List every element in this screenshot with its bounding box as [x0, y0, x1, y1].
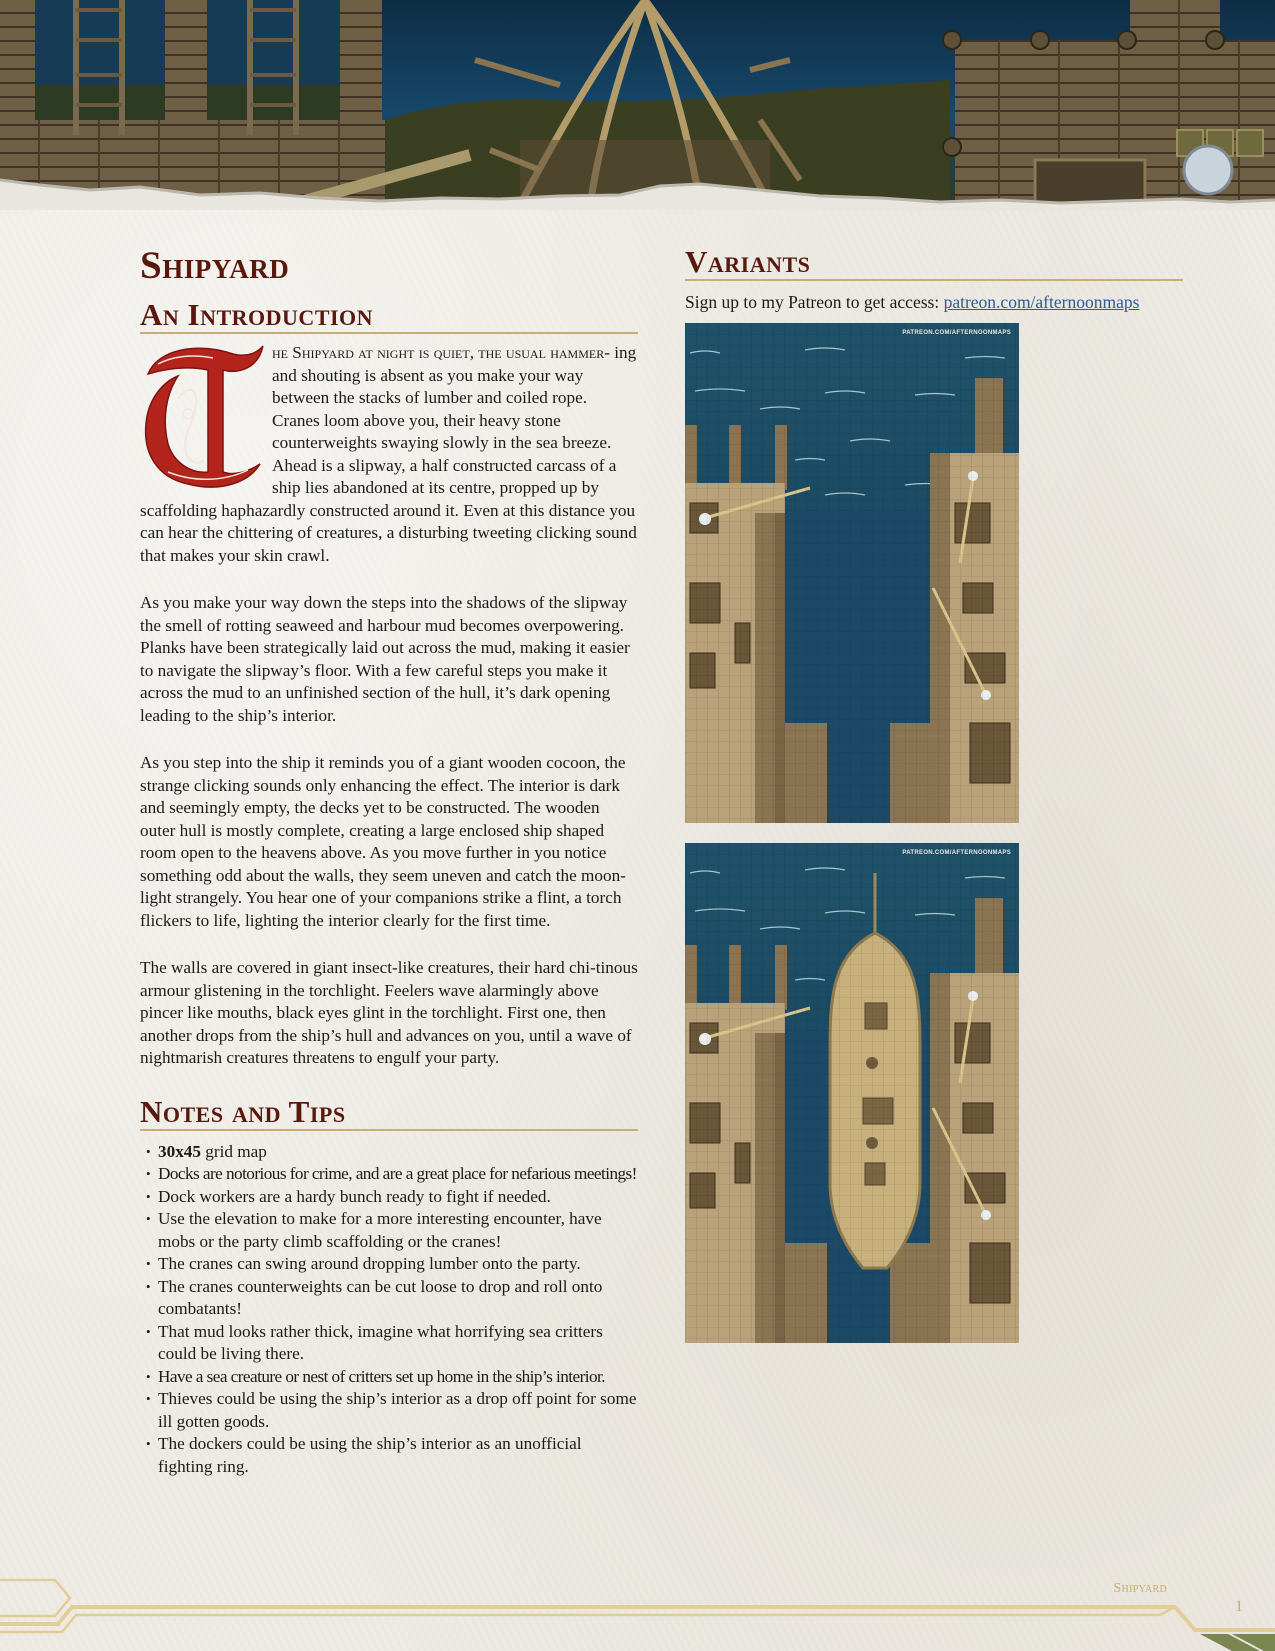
- list-item: • Docks are notorious for crime, and are a great place for nefarious meetings!: [148, 1163, 638, 1186]
- list-item: • That mud looks rather thick, imagine what horrifying sea critters could be living there.: [148, 1321, 638, 1366]
- map-watermark: PATREON.COM/AFTERNOONMAPS: [902, 330, 1011, 336]
- notes-heading: Notes and Tips: [140, 1093, 346, 1129]
- notes-list: [140, 1141, 638, 1479]
- list-item: • Dock workers are a hardy bunch ready to fight if needed.: [148, 1186, 638, 1209]
- header-banner-illustration: [0, 0, 1275, 210]
- patreon-signup-text: Sign up to my Patreon to get access: patreon.com/afternoonmaps: [685, 292, 1140, 312]
- introduction-section: [140, 299, 638, 334]
- list-item: • Use the elevation to make for a more interesting encounter, have mobs or the party climb scaffolding or the cranes!: [148, 1208, 638, 1253]
- list-item: • Thieves could be using the ship’s interior as a drop off point for some ill gotten goods.: [148, 1388, 638, 1433]
- map-watermark: PATREON.COM/AFTERNOONMAPS: [902, 850, 1011, 856]
- intro-paragraph-3: As you step into the ship it reminds you of a giant wooden cocoon, the strange clicking sounds only enhancing the effect. The interior is dark and seemingly empty, the decks yet to be constructed. The wooden outer hull is mostly complete, creating a large enclosed ship shaped room open to the heavens above. As you move further in you notice something odd about the walls, they seem uneven and catch the moon-light strangely. You hear one of your companions strike a flint, a torch flickers to life, lighting the interior clearly for the first time.: [140, 753, 626, 930]
- page-number: 1: [1235, 1598, 1243, 1615]
- dropcap-letter-t-icon: [138, 344, 266, 489]
- variants-section: [685, 246, 1183, 281]
- variants-heading: Variants: [685, 244, 811, 279]
- list-item: • The dockers could be using the ship’s interior as an unofficial fighting ring.: [148, 1433, 638, 1478]
- page-footer: [0, 1570, 1275, 1651]
- intro-paragraph-4: The walls are covered in giant insect-like creatures, their hard chi-tinous armour glistening in the torchlight. Feelers wave alarmingly above pincer like mouths, black eyes glint in the torchlight. First one, then another drops from the ship’s hull and advances on you, until a wave of nightmarish creatures threatens to engulf your party.: [140, 958, 638, 1067]
- introduction-heading: An Introduction: [140, 297, 374, 332]
- intro-paragraph-1: [140, 342, 638, 567]
- map-variant-completed-ship: [685, 843, 1019, 1343]
- list-item: • The cranes counterweights can be cut loose to drop and roll onto combatants!: [148, 1276, 638, 1321]
- heading-divider: [685, 279, 1183, 281]
- heading-divider: [140, 332, 638, 334]
- right-column: [685, 242, 1183, 1343]
- intro-paragraph-1-text: ing and shouting is absent as you make your way between the stacks of lumber and coiled rope. Cranes loom above you, their heavy stone counterweights swaying slowly in the sea breeze. Ahead is a slipway, a half constructed carcass of a ship lies abandoned at its centre, propped up by scaffolding haphazardly constructed around it. Even at this distance you can hear the chittering of creatures, a disturbing tweeting clicking sound that makes your skin crawl.: [140, 343, 637, 565]
- heading-divider: [140, 1129, 638, 1131]
- intro-paragraph-2: As you make your way down the steps into the shadows of the slipway the smell of rotting seaweed and harbour mud becomes overpowering. Planks have been strategically laid out across the mud, making it easier to navigate the slipway’s floor. With a few careful steps you make it across the mud to an unfinished section of the hull, it’s dark opening leading to the ship’s interior.: [140, 593, 630, 725]
- list-item: • 30x45 grid map: [148, 1141, 638, 1164]
- left-column: [140, 242, 638, 1478]
- map-variant-empty-slipway: [685, 323, 1019, 823]
- page-title: Shipyard: [140, 244, 290, 287]
- intro-first-line: he Shipyard at night is quiet, the usual hammer-: [272, 343, 610, 362]
- notes-section: [140, 1093, 638, 1131]
- list-item: • Have a sea creature or nest of critters set up home in the ship’s interior.: [148, 1366, 638, 1389]
- footer-running-title: Shipyard: [1113, 1581, 1167, 1596]
- patreon-link[interactable]: patreon.com/afternoonmaps: [943, 292, 1140, 312]
- list-item: • The cranes can swing around dropping lumber onto the party.: [148, 1253, 638, 1276]
- footer-ornament: [0, 1570, 1275, 1651]
- grid-size: 30x45: [158, 1141, 201, 1161]
